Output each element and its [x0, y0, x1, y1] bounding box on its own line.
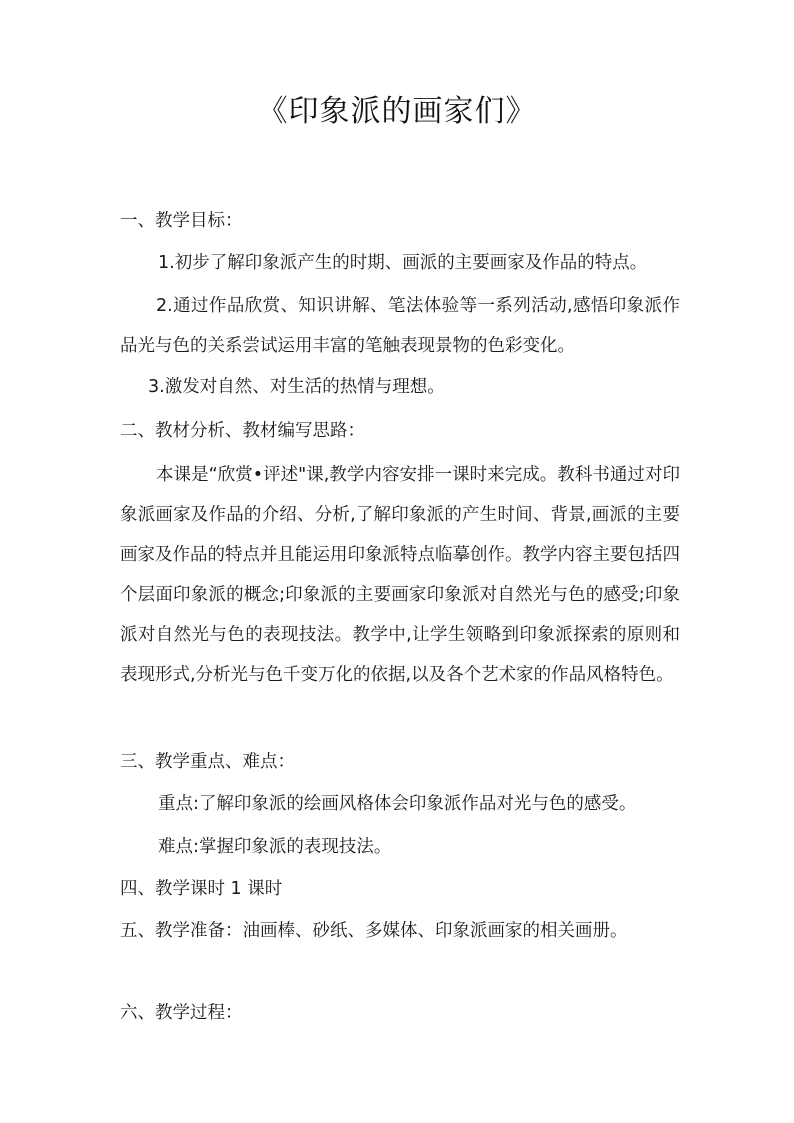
objective-item-1: 1.初步了解印象派产生的时期、画派的主要画家及作品的特点。 [158, 253, 648, 273]
analysis-paragraph: 本课是“欣赏•评述"课,教学内容安排一课时来完成。教科书通过对印象派画家及作品的介绍、分析,了解印象派的产生时间、背景,画派的主要画家及作品的特点并且能运用印象派特点临摹创作。教学内容主要包括四个层面印象派的概念;印象派的主要画家印象派对自然光与色的感受;印象派对自然光与色的表现技法。教学中,让学生领略到印象派探索的原则和表现形式,分析光与色千变万化的依据,以及各个艺术家的作品风格特色。 [120, 465, 680, 685]
section-heading-objectives: 一、教学目标： [120, 211, 243, 231]
section-heading-process: 六、教学过程： [120, 1003, 243, 1023]
section-heading-analysis: 二、教材分析、教材编写思路： [120, 421, 365, 441]
key-point-text: 重点:了解印象派的绘画风格体会印象派作品对光与色的感受。 [158, 794, 637, 814]
objective-item-2: 2.通过作品欣赏、知识讲解、笔法体验等一系列活动,感悟印象派作品光与色的关系尝试运用丰富的笔触表现景物的色彩变化。 [120, 296, 680, 356]
section-heading-key-points: 三、教学重点、难点： [120, 752, 295, 772]
difficulty-text: 难点:掌握印象派的表现技法。 [158, 837, 392, 857]
objective-item-3: 3.激发对自然、对生活的热情与理想。 [148, 377, 445, 397]
document-title: 《印象派的画家们》 [257, 94, 537, 129]
section-heading-periods: 四、教学课时 1 课时 [120, 879, 283, 899]
section-heading-preparation: 五、教学准备：油画棒、砂纸、多媒体、印象派画家的相关画册。 [120, 921, 628, 941]
